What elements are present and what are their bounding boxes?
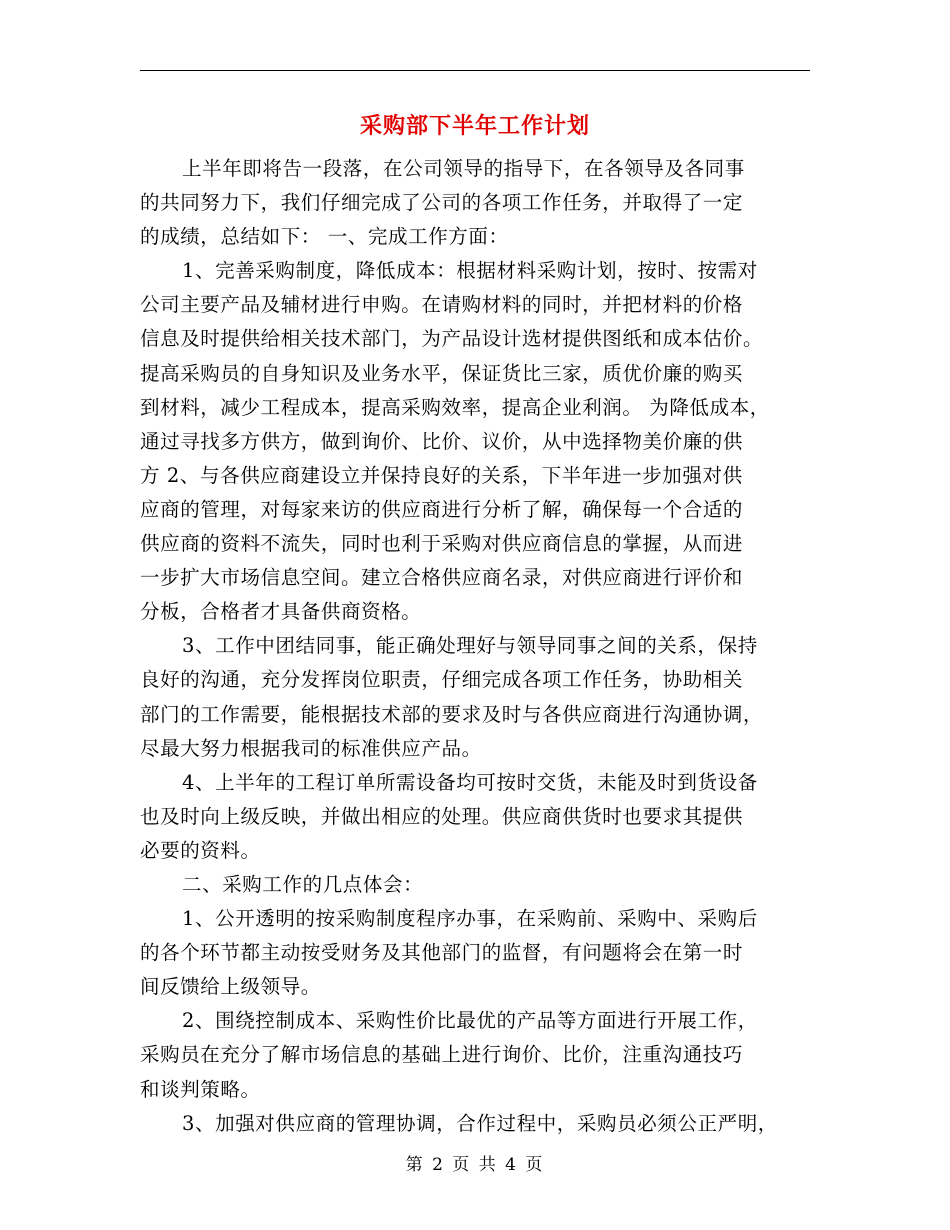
body-line: 到材料，减少工程成本，提高采购效率，提高企业利润。 为降低成本， [140, 395, 770, 419]
header-rule [140, 70, 810, 71]
body-line: 公司主要产品及辅材进行申购。在请购材料的同时，并把材料的价格 [140, 293, 744, 317]
body-line: 4、上半年的工程订单所需设备均可按时交货，未能及时到货设备 [182, 770, 758, 794]
document-title: 采购部下半年工作计划 [359, 113, 590, 139]
body-line: 信息及时提供给相关技术部门，为产品设计选材提供图纸和成本估价。 [140, 327, 764, 351]
body-line: 分板，合格者才具备供商资格。 [140, 600, 422, 624]
document-body [140, 152, 820, 1141]
body-line: 3、工作中团结同事，能正确处理好与领导同事之间的关系，保持 [182, 634, 758, 658]
body-line: 的共同努力下，我们仔细完成了公司的各项工作任务，并取得了一定 [140, 191, 744, 215]
body-line: 也及时向上级反映，并做出相应的处理。供应商供货时也要求其提供 [140, 804, 744, 828]
page-footer: 第 2 页 共 4 页 [405, 1155, 545, 1175]
body-line: 良好的沟通，充分发挥岗位职责，仔细完成各项工作任务，协助相关 [140, 668, 744, 692]
body-line: 和谈判策略。 [140, 1077, 261, 1101]
body-line: 通过寻找多方供方，做到询价、比价、议价，从中选择物美价廉的供 [140, 429, 744, 453]
body-line: 间反馈给上级领导。 [140, 975, 321, 999]
body-line: 采购员在充分了解市场信息的基础上进行询价、比价，注重沟通技巧 [140, 1043, 744, 1067]
body-line: 必要的资料。 [140, 838, 261, 862]
body-line: 上半年即将告一段落，在公司领导的指导下，在各领导及各同事 [182, 157, 745, 180]
body-line: 方 2、与各供应商建设立并保持良好的关系，下半年进一步加强对供 [140, 463, 743, 487]
body-line: 的各个环节都主动按受财务及其他部门的监督，有问题将会在第一时 [140, 941, 744, 965]
body-line: 二、采购工作的几点体会： [182, 872, 424, 896]
body-line: 3、加强对供应商的管理协调，合作过程中，采购员必须公正严明， [182, 1111, 778, 1135]
body-line: 应商的管理，对每家来访的供应商进行分析了解，确保每一个合适的 [140, 497, 744, 521]
body-line: 1、完善采购制度，降低成本：根据材料采购计划，按时、按需对 [182, 259, 758, 283]
body-line: 一步扩大市场信息空间。建立合格供应商名录，对供应商进行评价和 [140, 566, 744, 590]
body-line: 供应商的资料不流失，同时也利于采购对供应商信息的掌握，从而进 [140, 532, 744, 556]
body-line: 提高采购员的自身知识及业务水平，保证货比三家，质优价廉的购买 [140, 361, 744, 385]
body-line: 的成绩，总结如下： 一、完成工作方面： [140, 225, 509, 249]
body-line: 2、围绕控制成本、采购性价比最优的产品等方面进行开展工作， [182, 1009, 758, 1033]
body-line: 1、公开透明的按采购制度程序办事，在采购前、采购中、采购后 [182, 907, 758, 931]
body-line: 尽最大努力根据我司的标准供应产品。 [140, 736, 482, 760]
body-line: 部门的工作需要，能根据技术部的要求及时与各供应商进行沟通协调， [140, 702, 764, 726]
